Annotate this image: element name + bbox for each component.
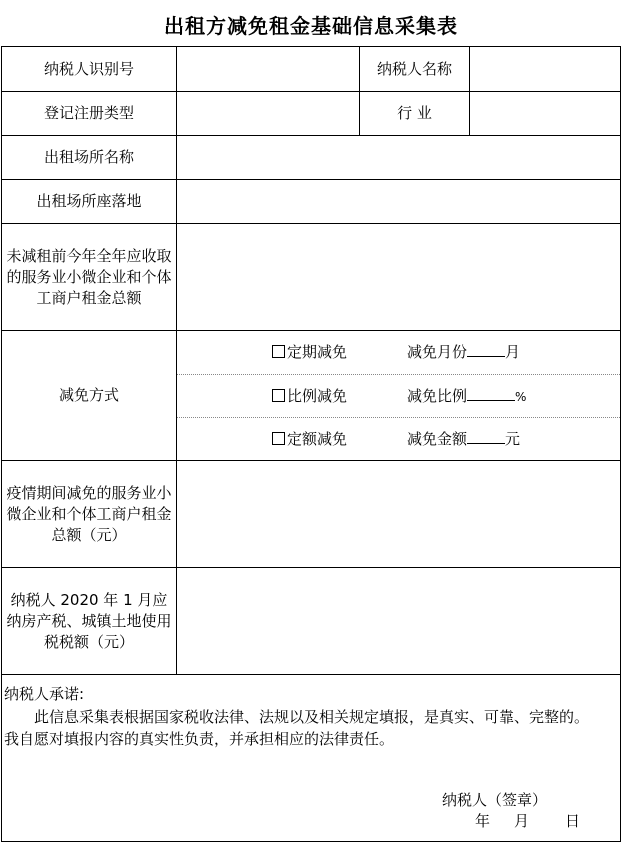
venue-location-field[interactable] bbox=[177, 180, 620, 223]
reduction-months-group bbox=[407, 342, 520, 362]
total-rent-before-label: 未减租前今年全年应收取的服务业小微企业和个体工商户租金总额 bbox=[6, 246, 172, 307]
total-reduced-label: 疫情期间减免的服务业小微企业和个体工商户租金总额（元） bbox=[6, 483, 172, 544]
date-year: 年 bbox=[475, 812, 491, 830]
industry-label: 行 业 bbox=[397, 104, 432, 122]
reduction-months-input[interactable] bbox=[467, 342, 505, 357]
option-ratio[interactable] bbox=[272, 386, 347, 406]
taxpayer-name-label: 纳税人名称 bbox=[376, 59, 452, 78]
reduction-ratio-group bbox=[407, 386, 526, 407]
signature-label: 纳税人（签章） bbox=[442, 791, 548, 809]
reduction-method-label: 减免方式 bbox=[58, 386, 119, 404]
tax-amount-label: 纳税人 2020 年 1 月应纳房产税、城镇土地使用税税额（元） bbox=[6, 590, 172, 651]
taxpayer-name-field[interactable] bbox=[470, 47, 620, 91]
checkbox-ratio[interactable] bbox=[272, 389, 285, 402]
venue-name-label: 出租场所名称 bbox=[43, 148, 134, 166]
option-periodic[interactable] bbox=[272, 342, 347, 362]
tax-amount-field[interactable] bbox=[177, 568, 620, 674]
total-rent-before-field[interactable] bbox=[177, 224, 620, 330]
option-ratio-label: 比例减免 bbox=[287, 387, 348, 405]
option-periodic-label: 定期减免 bbox=[287, 343, 348, 361]
promise-line-1: 此信息采集表根据国家税收法律、法规以及相关规定填报，是真实、可靠、完整的。 bbox=[34, 708, 590, 726]
taxpayer-id-label: 纳税人识别号 bbox=[43, 59, 134, 78]
registration-type-field[interactable] bbox=[177, 92, 359, 135]
reduction-amount-label: 减免金额 bbox=[407, 430, 468, 448]
reduction-amount-input[interactable] bbox=[467, 429, 505, 444]
checkbox-periodic[interactable] bbox=[272, 345, 285, 358]
reduction-ratio-input[interactable] bbox=[467, 386, 515, 401]
info-form bbox=[1, 46, 621, 842]
date-day: 日 bbox=[565, 812, 581, 830]
option-fixed[interactable] bbox=[272, 429, 347, 449]
reduction-ratio-label: 减免比例 bbox=[407, 387, 468, 405]
reduction-amount-group bbox=[407, 429, 520, 449]
industry-field[interactable] bbox=[470, 92, 620, 135]
option-fixed-label: 定额减免 bbox=[287, 430, 348, 448]
form-title: 出租方减免租金基础信息采集表 bbox=[164, 14, 458, 38]
promise-line-2: 我自愿对填报内容的真实性负责，并承担相应的法律责任。 bbox=[4, 730, 395, 748]
promise-heading: 纳税人承诺: bbox=[4, 685, 85, 703]
taxpayer-id-field[interactable] bbox=[177, 47, 359, 91]
reduction-months-label: 减免月份 bbox=[407, 343, 468, 361]
registration-type-label: 登记注册类型 bbox=[43, 104, 134, 122]
checkbox-fixed[interactable] bbox=[272, 432, 285, 445]
date-month: 月 bbox=[514, 812, 530, 830]
venue-name-field[interactable] bbox=[177, 136, 620, 179]
venue-location-label: 出租场所座落地 bbox=[36, 192, 142, 210]
reduction-ratio-unit: % bbox=[515, 390, 527, 404]
total-reduced-field[interactable] bbox=[177, 461, 620, 567]
reduction-months-unit: 月 bbox=[505, 343, 521, 361]
reduction-amount-unit: 元 bbox=[505, 430, 521, 448]
